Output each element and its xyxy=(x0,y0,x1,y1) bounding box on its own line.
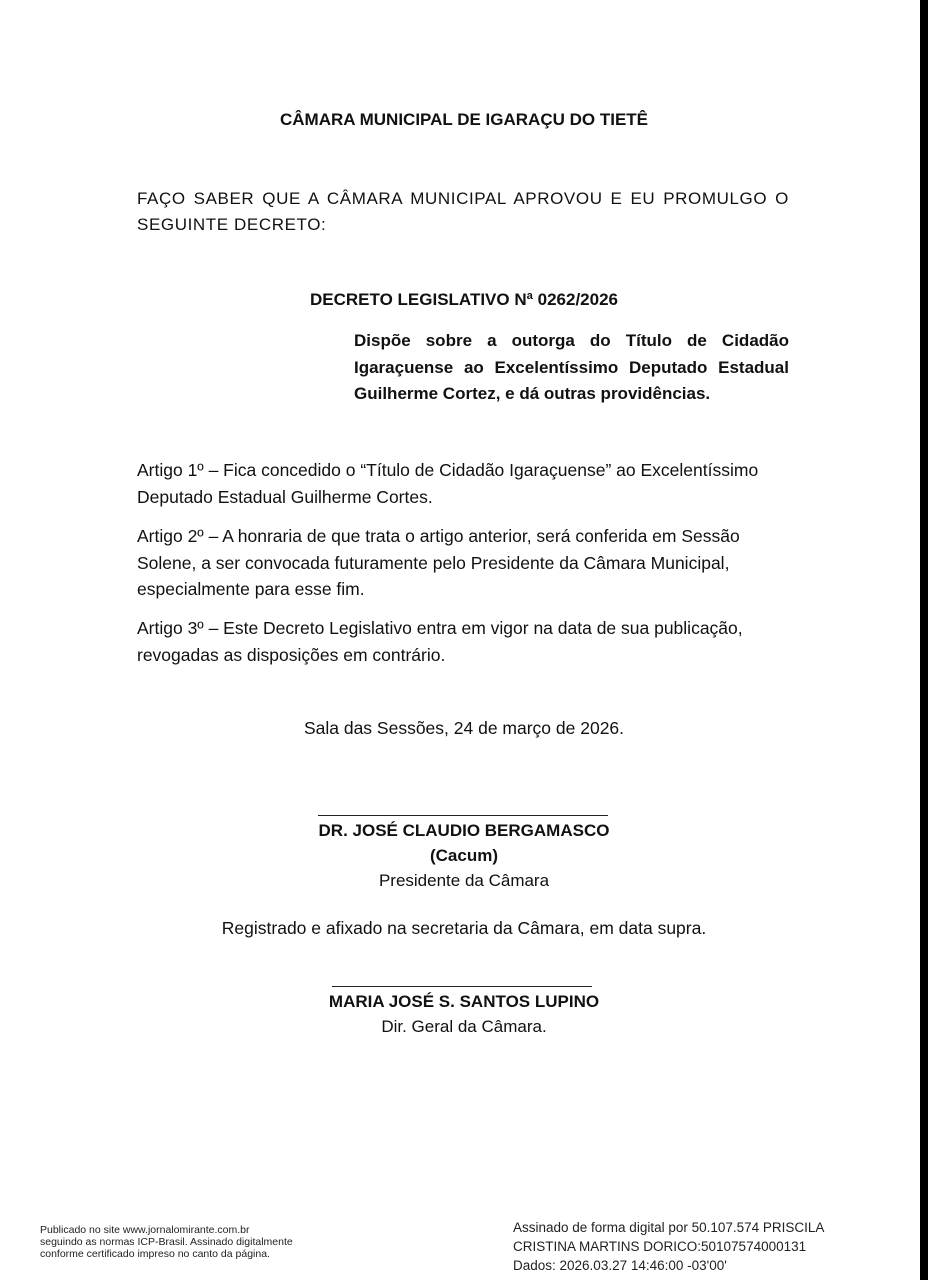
digital-signature-stamp xyxy=(513,1218,873,1275)
president-role: Presidente da Câmara xyxy=(378,871,550,890)
president-name: DR. JOSÉ CLAUDIO BERGAMASCO xyxy=(318,821,610,840)
publication-note-line: Publicado no site www.jornalomirante.com.br xyxy=(40,1224,250,1236)
decree-ementa: Dispõe sobre a outorga do Título de Cidadão Igaraçuense ao Excelentíssimo Deputado Estadual Guilherme Cortez, e dá outras providências. xyxy=(354,331,789,403)
digital-signature-line: CRISTINA MARTINS DORICO:50107574000131 xyxy=(513,1239,807,1254)
president-nickname: (Cacum) xyxy=(429,846,498,865)
director-name: MARIA JOSÉ S. SANTOS LUPINO xyxy=(328,992,600,1011)
decree-title: DECRETO LEGISLATIVO Nª 0262/2026 xyxy=(310,290,618,309)
publication-note-line: seguindo as normas ICP-Brasil. Assinado digitalmente xyxy=(40,1236,293,1248)
session-date: Sala das Sessões, 24 de março de 2026. xyxy=(303,718,625,738)
page-edge-bar xyxy=(920,0,928,1280)
article-1: Artigo 1º – Fica concedido o “Título de Cidadão Igaraçuense” ao Excelentíssimo Deputado Estadual Guilherme Cortes. xyxy=(137,460,759,507)
chamber-title: CÂMARA MUNICIPAL DE IGARAÇU DO TIETÊ xyxy=(279,110,648,129)
director-role: Dir. Geral da Câmara. xyxy=(381,1017,547,1036)
article-2: Artigo 2º – A honraria de que trata o artigo anterior, será conferida em Sessão Solene, a ser convocada futuramente pelo Presidente da Câmara Municipal, especialmente para esse fim. xyxy=(137,526,740,599)
registration-note: Registrado e afixado na secretaria da Câmara, em data supra. xyxy=(221,918,707,938)
signature-line-director xyxy=(332,986,592,987)
signature-line-president xyxy=(318,815,608,816)
publication-note-line: conforme certificado impreso no canto da página. xyxy=(40,1248,270,1260)
digital-signature-line: Dados: 2026.03.27 14:46:00 -03'00' xyxy=(513,1258,727,1273)
article-3: Artigo 3º – Este Decreto Legislativo entra em vigor na data de sua publicação, revogadas as disposições em contrário. xyxy=(137,618,743,665)
publication-note xyxy=(40,1224,370,1260)
digital-signature-line: Assinado de forma digital por 50.107.574 PRISCILA xyxy=(513,1220,825,1235)
promulgation-intro: FAÇO SABER QUE A CÂMARA MUNICIPAL APROVOU E EU PROMULGO O SEGUINTE DECRETO: xyxy=(137,189,789,234)
